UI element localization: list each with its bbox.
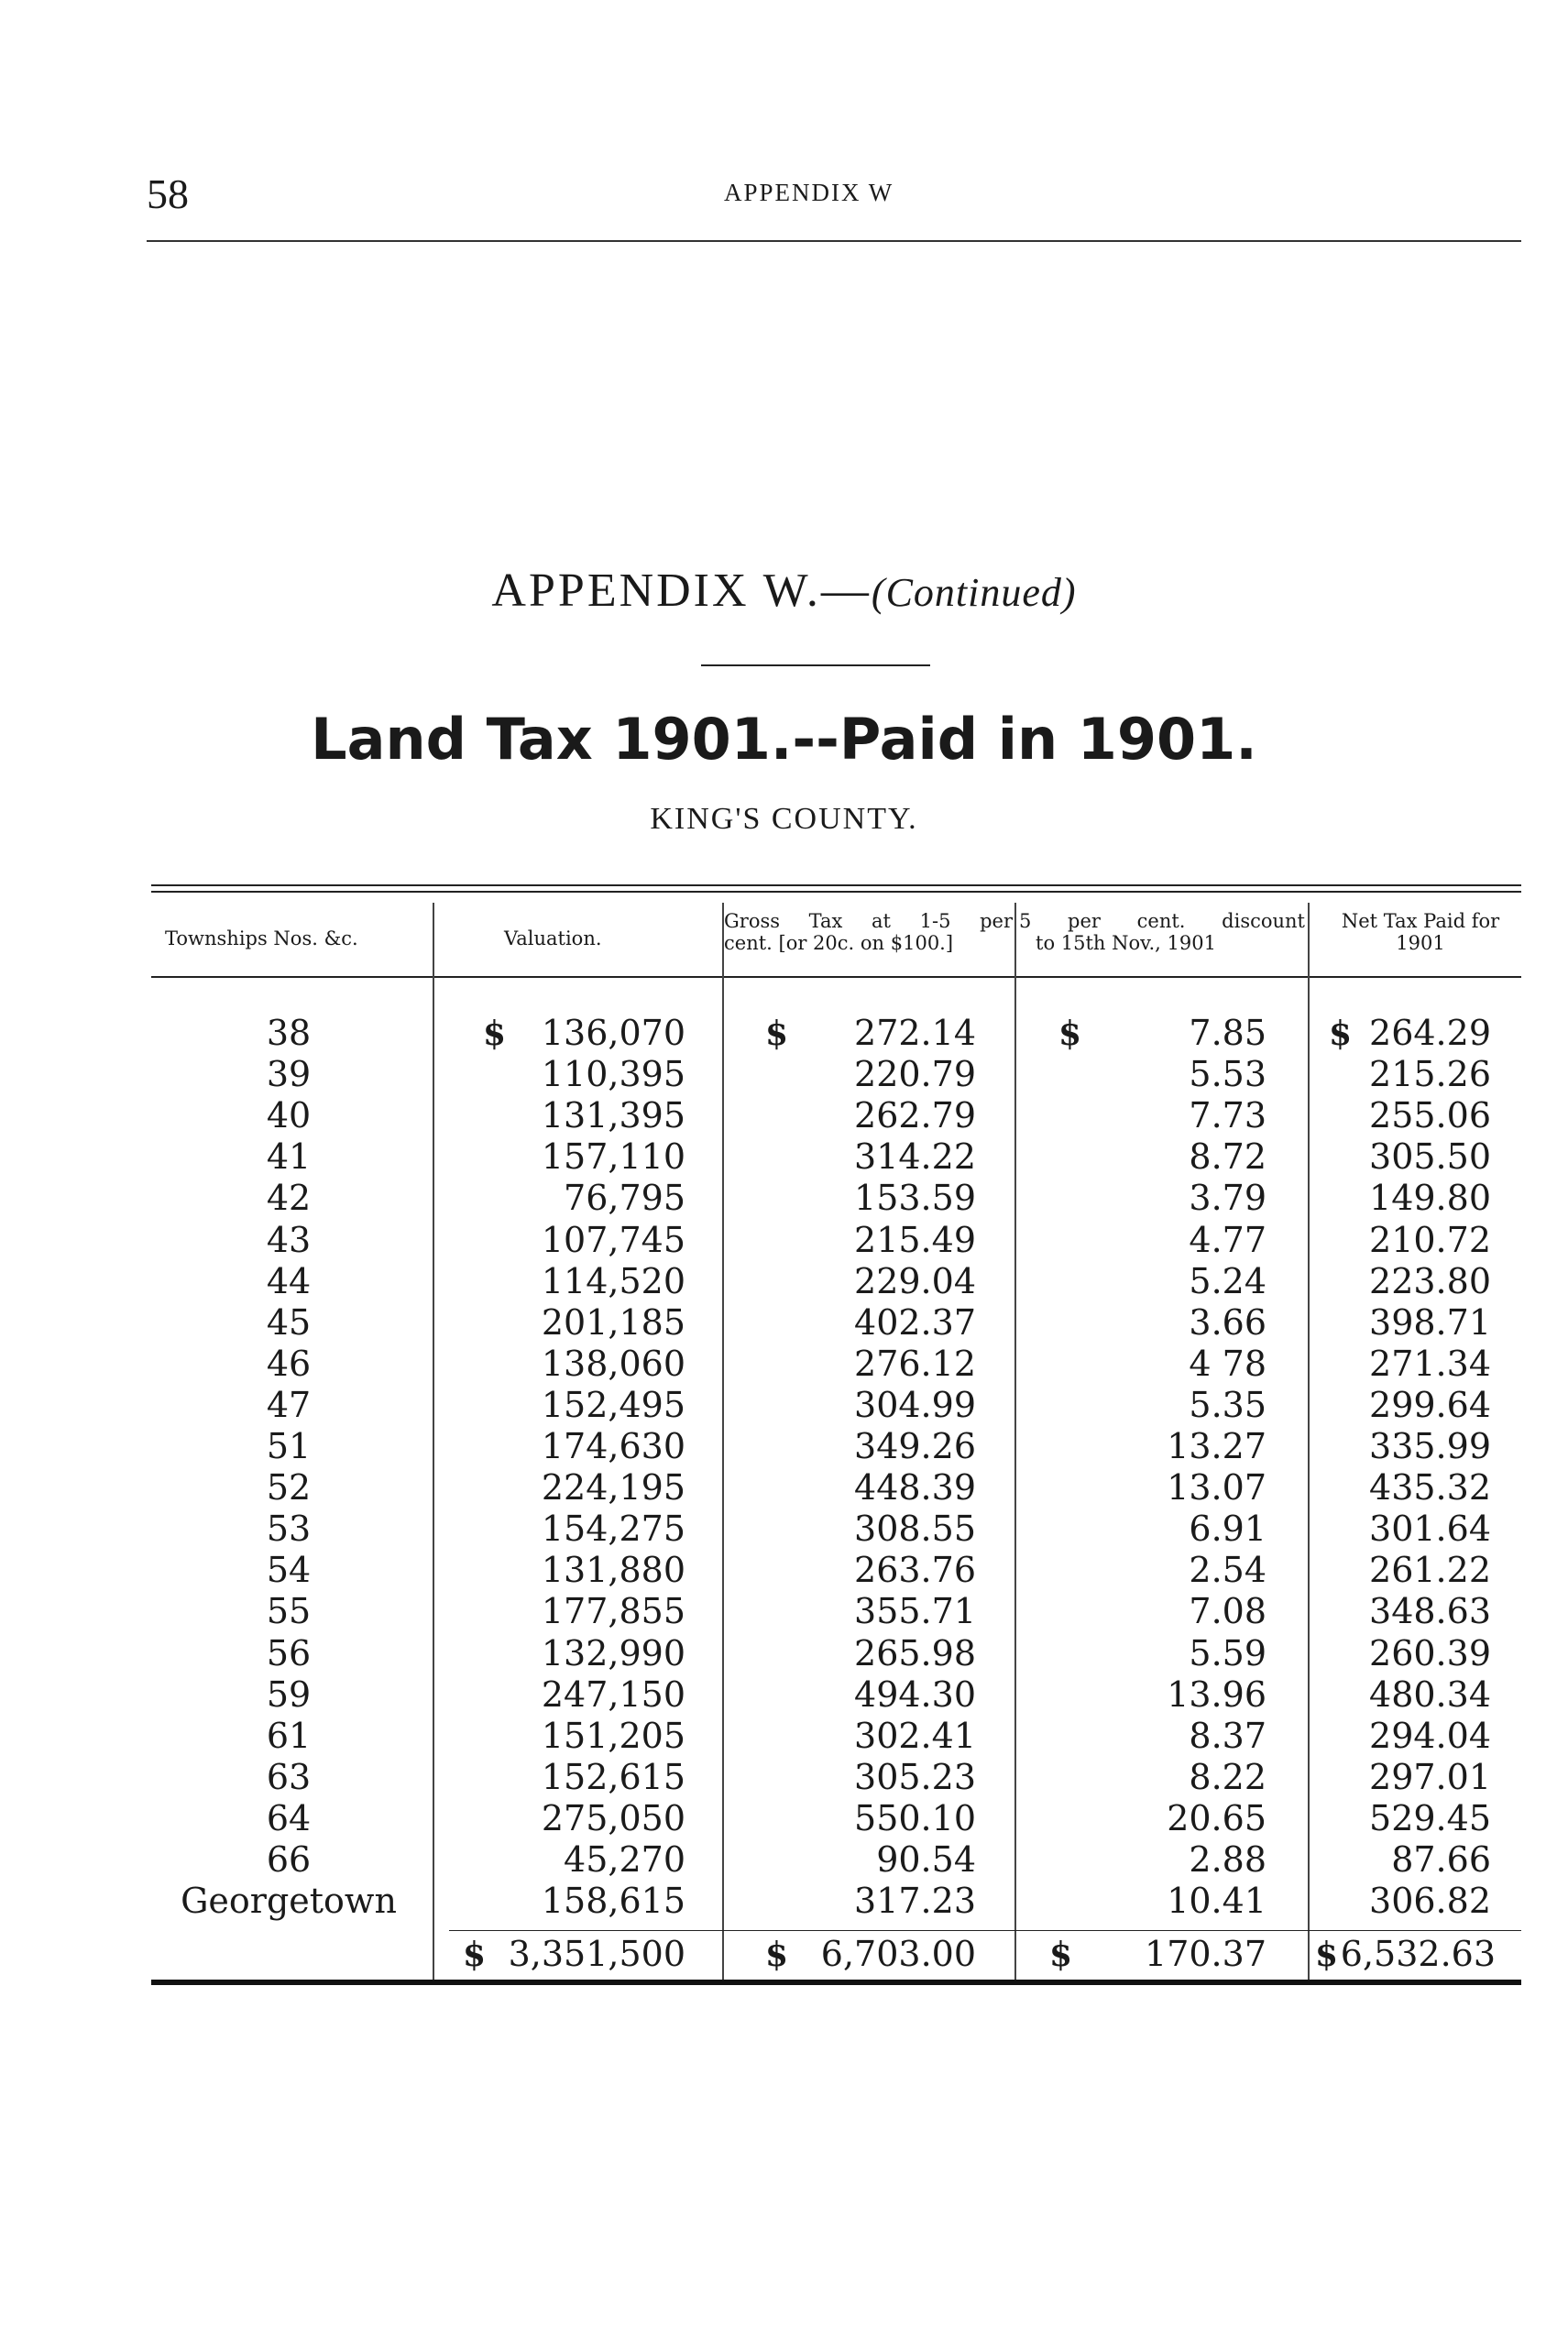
row-net-cell: 260.39: [1369, 1633, 1491, 1673]
row-net-cell: 297.01: [1369, 1757, 1491, 1797]
row-net-cell: 294.04: [1369, 1716, 1491, 1756]
row-township-cell: 66: [266, 1839, 312, 1880]
dollar-sign-valuation: $: [483, 1015, 507, 1053]
header-discount-line2: to 15th Nov., 1901: [1036, 932, 1216, 954]
column-divider-4: [1308, 903, 1310, 1980]
row-township-cell: 45: [266, 1302, 312, 1343]
row-gross-cell: 308.55: [854, 1509, 976, 1549]
row-discount-cell: 3.79: [1189, 1178, 1266, 1218]
row-gross-cell: 262.79: [854, 1095, 976, 1136]
row-net-cell: 305.50: [1369, 1136, 1491, 1177]
row-gross-cell: 402.37: [854, 1302, 976, 1343]
row-gross-cell: 349.26: [854, 1426, 976, 1466]
header-net-line1: Net Tax Paid for: [1341, 910, 1500, 932]
row-discount-cell: 8.37: [1189, 1716, 1266, 1756]
row-valuation-cell: 45,270: [564, 1839, 685, 1880]
totals-rule: [449, 1930, 1521, 1931]
row-discount-cell: 13.96: [1167, 1674, 1266, 1715]
row-discount-cell: 4 78: [1189, 1344, 1266, 1384]
row-net-cell: 348.63: [1369, 1591, 1491, 1631]
dollar-sign-net: $: [1329, 1015, 1353, 1053]
column-divider-2: [722, 903, 724, 1980]
row-net-cell: 435.32: [1369, 1467, 1491, 1508]
row-valuation-cell: 138,060: [541, 1344, 685, 1384]
row-net-cell: 299.64: [1369, 1385, 1491, 1425]
header-gross-line1: Gross Tax at 1-5 per: [724, 910, 1013, 932]
row-township-cell: 43: [266, 1220, 312, 1260]
total-net: 6,532.63: [1340, 1934, 1496, 1974]
header-net-line2: 1901: [1396, 932, 1445, 954]
row-gross-cell: 550.10: [854, 1798, 976, 1838]
row-discount-cell: 3.66: [1189, 1302, 1266, 1343]
dollar-sign-discount: $: [1058, 1015, 1082, 1053]
column-divider-3: [1014, 903, 1016, 1980]
row-gross-cell: 90.54: [876, 1839, 976, 1880]
row-township-cell: 42: [266, 1178, 312, 1218]
row-township-cell: 52: [266, 1467, 312, 1508]
row-discount-cell: 10.41: [1167, 1881, 1266, 1921]
row-township-cell: 63: [266, 1757, 312, 1797]
running-head: APPENDIX W: [724, 179, 894, 206]
continued-label: (Continued): [871, 570, 1077, 615]
row-discount-cell: 5.24: [1189, 1261, 1266, 1301]
row-discount-cell: 2.54: [1189, 1550, 1266, 1590]
total-valuation: 3,351,500: [508, 1934, 685, 1974]
row-township-cell: 47: [266, 1385, 312, 1425]
appendix-label: APPENDIX W.—: [491, 565, 872, 617]
row-net-cell: 264.29: [1369, 1013, 1491, 1053]
row-gross-cell: 494.30: [854, 1674, 976, 1715]
row-valuation-cell: 107,745: [541, 1220, 685, 1260]
row-valuation-cell: 158,615: [541, 1881, 685, 1921]
county-heading: KING'S COUNTY.: [650, 802, 918, 836]
row-discount-cell: 7.08: [1189, 1591, 1266, 1631]
row-township-cell: 56: [266, 1633, 312, 1673]
row-valuation-cell: 177,855: [541, 1591, 685, 1631]
row-township-cell: 53: [266, 1509, 312, 1549]
row-valuation-cell: 132,990: [541, 1633, 685, 1673]
row-discount-cell: 6.91: [1189, 1509, 1266, 1549]
row-discount-cell: 8.72: [1189, 1136, 1266, 1177]
row-gross-cell: 272.14: [854, 1013, 976, 1053]
table-top-rule: [151, 884, 1521, 886]
row-valuation-cell: 76,795: [564, 1178, 685, 1218]
row-valuation-cell: 136,070: [541, 1013, 685, 1053]
row-net-cell: 480.34: [1369, 1674, 1491, 1715]
row-net-cell: 335.99: [1369, 1426, 1491, 1466]
row-gross-cell: 215.49: [854, 1220, 976, 1260]
row-gross-cell: 305.23: [854, 1757, 976, 1797]
row-discount-cell: 13.27: [1167, 1426, 1266, 1466]
row-gross-cell: 355.71: [854, 1591, 976, 1631]
dollar-sign-gross: $: [765, 1015, 789, 1053]
row-discount-cell: 5.35: [1189, 1385, 1266, 1425]
dollar-sign-total-net: $: [1315, 1936, 1339, 1974]
row-township-cell: 54: [266, 1550, 312, 1590]
row-gross-cell: 276.12: [854, 1344, 976, 1384]
row-gross-cell: 265.98: [854, 1633, 976, 1673]
row-gross-cell: 263.76: [854, 1550, 976, 1590]
row-discount-cell: 7.73: [1189, 1095, 1266, 1136]
row-net-cell: 271.34: [1369, 1344, 1491, 1384]
row-valuation-cell: 224,195: [541, 1467, 685, 1508]
header-bottom-rule: [151, 976, 1521, 978]
row-discount-cell: 13.07: [1167, 1467, 1266, 1508]
header-townships: Townships Nos. &c.: [165, 927, 358, 949]
row-discount-cell: 5.53: [1189, 1054, 1266, 1094]
row-valuation-cell: 114,520: [541, 1261, 685, 1301]
row-gross-cell: 317.23: [854, 1881, 976, 1921]
row-township-cell: 44: [266, 1261, 312, 1301]
row-gross-cell: 314.22: [854, 1136, 976, 1177]
row-valuation-cell: 157,110: [541, 1136, 685, 1177]
row-valuation-cell: 131,880: [541, 1550, 685, 1590]
row-net-cell: 87.66: [1391, 1839, 1491, 1880]
row-township-cell: 51: [266, 1426, 312, 1466]
header-discount-line1: 5 per cent. discount: [1019, 910, 1305, 932]
row-gross-cell: 448.39: [854, 1467, 976, 1508]
total-discount: 170.37: [1145, 1934, 1266, 1974]
row-gross-cell: 153.59: [854, 1178, 976, 1218]
row-township-cell: 61: [266, 1716, 312, 1756]
row-net-cell: 210.72: [1369, 1220, 1491, 1260]
row-township-cell: Georgetown: [181, 1881, 397, 1921]
row-net-cell: 261.22: [1369, 1550, 1491, 1590]
row-discount-cell: 20.65: [1167, 1798, 1266, 1838]
dollar-sign-total-gross: $: [765, 1936, 789, 1974]
row-valuation-cell: 154,275: [541, 1509, 685, 1549]
row-valuation-cell: 152,615: [541, 1757, 685, 1797]
row-township-cell: 38: [266, 1013, 312, 1053]
row-discount-cell: 4.77: [1189, 1220, 1266, 1260]
row-valuation-cell: 151,205: [541, 1716, 685, 1756]
appendix-title: [0, 564, 1568, 618]
row-net-cell: 223.80: [1369, 1261, 1491, 1301]
row-discount-cell: 7.85: [1189, 1013, 1266, 1053]
row-net-cell: 255.06: [1369, 1095, 1491, 1136]
table-bottom-rule: [151, 1980, 1521, 1985]
row-net-cell: 301.64: [1369, 1509, 1491, 1549]
page-number: 58: [147, 170, 189, 217]
total-gross: 6,703.00: [820, 1934, 976, 1974]
row-township-cell: 64: [266, 1798, 312, 1838]
dollar-sign-total-discount: $: [1049, 1936, 1073, 1974]
dollar-sign-total-valuation: $: [463, 1936, 487, 1974]
row-township-cell: 40: [266, 1095, 312, 1136]
row-discount-cell: 8.22: [1189, 1757, 1266, 1797]
row-discount-cell: 2.88: [1189, 1839, 1266, 1880]
row-valuation-cell: 174,630: [541, 1426, 685, 1466]
row-township-cell: 41: [266, 1136, 312, 1177]
row-gross-cell: 302.41: [854, 1716, 976, 1756]
row-net-cell: 149.80: [1369, 1178, 1491, 1218]
row-gross-cell: 229.04: [854, 1261, 976, 1301]
row-valuation-cell: 201,185: [541, 1302, 685, 1343]
column-divider-1: [433, 903, 434, 1980]
row-township-cell: 39: [266, 1054, 312, 1094]
row-valuation-cell: 247,150: [541, 1674, 685, 1715]
row-township-cell: 55: [266, 1591, 312, 1631]
row-gross-cell: 304.99: [854, 1385, 976, 1425]
header-gross-line2: cent. [or 20c. on $100.]: [724, 932, 954, 954]
row-valuation-cell: 110,395: [541, 1054, 685, 1094]
row-gross-cell: 220.79: [854, 1054, 976, 1094]
row-township-cell: 59: [266, 1674, 312, 1715]
main-title: Land Tax 1901.--Paid in 1901.: [311, 706, 1257, 773]
row-net-cell: 529.45: [1369, 1798, 1491, 1838]
row-net-cell: 215.26: [1369, 1054, 1491, 1094]
header-valuation: Valuation.: [504, 927, 602, 949]
row-discount-cell: 5.59: [1189, 1633, 1266, 1673]
row-net-cell: 306.82: [1369, 1881, 1491, 1921]
row-valuation-cell: 275,050: [541, 1798, 685, 1838]
header-rule: [147, 240, 1521, 242]
row-net-cell: 398.71: [1369, 1302, 1491, 1343]
row-township-cell: 46: [266, 1344, 312, 1384]
row-valuation-cell: 131,395: [541, 1095, 685, 1136]
table-top-rule-2: [151, 891, 1521, 893]
title-divider: [701, 664, 930, 666]
row-valuation-cell: 152,495: [541, 1385, 685, 1425]
